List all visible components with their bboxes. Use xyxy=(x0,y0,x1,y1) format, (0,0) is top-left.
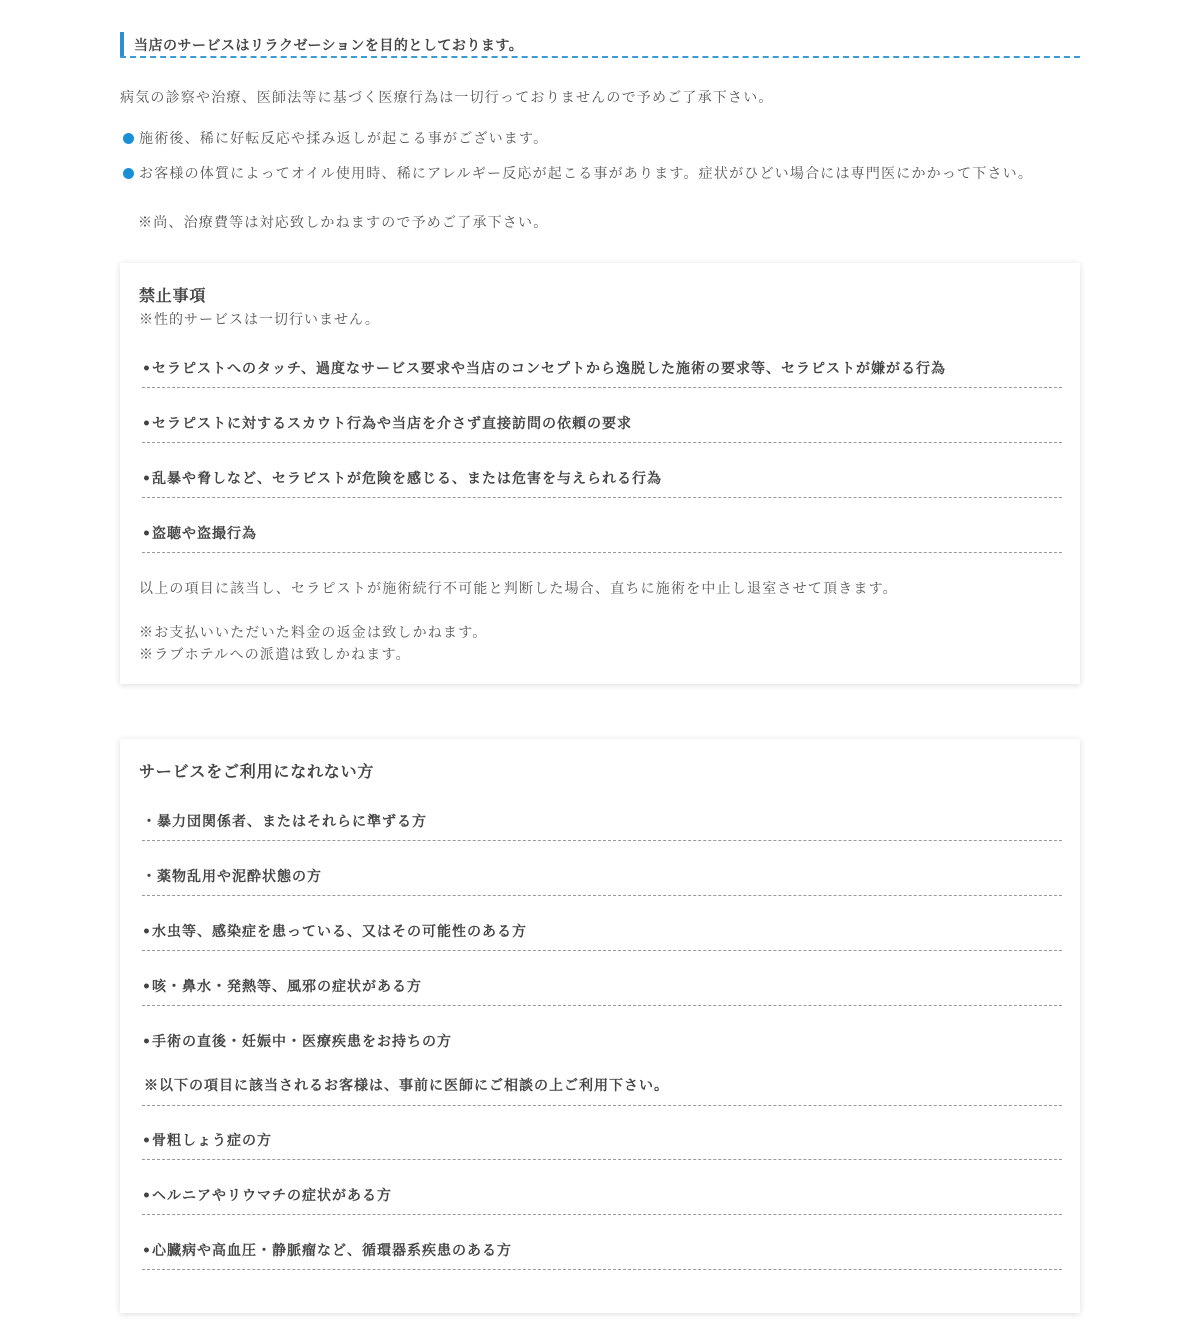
section-heading xyxy=(120,32,1080,58)
prohibited-item xyxy=(142,358,1062,388)
ineligible-item xyxy=(142,866,1062,896)
consult-note: ※以下の項目に該当されるお客様は、事前に医師にご相談の上ご利用下さい。 xyxy=(144,1078,669,1094)
ineligible-card xyxy=(120,739,1080,1313)
ineligible-item xyxy=(142,921,1062,951)
prohibited-item-text: •盗聴や盗撮行為 xyxy=(142,526,257,542)
dispatch-note: ※ラブホテルへの派遣は致しかねます。 xyxy=(139,647,411,663)
heading-accent-bar xyxy=(120,32,124,56)
consult-item xyxy=(142,1240,1062,1270)
consult-item-text: •ヘルニアやリウマチの症状がある方 xyxy=(142,1188,392,1204)
ineligible-item-text: ・暴力団関係者、またはそれらに準ずる方 xyxy=(142,814,427,830)
consult-item xyxy=(142,1185,1062,1215)
intro-text: 病気の診察や治療、医師法等に基づく医療行為は一切行っておりませんので予めご了承下さい。 xyxy=(120,90,774,106)
treatment-fee-note: ※尚、治療費等は対応致しかねますので予めご了承下さい。 xyxy=(138,215,549,231)
prohibited-subtitle: ※性的サービスは一切行いません。 xyxy=(139,312,380,328)
consult-item-text: •骨粗しょう症の方 xyxy=(142,1133,272,1149)
prohibited-item xyxy=(142,468,1062,498)
bullet-dot-icon xyxy=(123,168,134,179)
ineligible-item xyxy=(142,811,1062,841)
bullet-text: お客様の体質によってオイル使用時、稀にアレルギー反応が起こる事があります。症状がひどい場合には専門医にかかって下さい。 xyxy=(139,166,1034,182)
ineligible-item-text: •手術の直後・妊娠中・医療疾患をお持ちの方 xyxy=(142,1034,452,1050)
ineligible-title: サービスをご利用になれない方 xyxy=(139,762,375,781)
ineligible-item xyxy=(142,976,1062,1006)
prohibited-card xyxy=(120,263,1080,684)
consult-item xyxy=(142,1130,1062,1160)
list-item xyxy=(123,128,548,148)
prohibited-title: 禁止事項 xyxy=(139,286,207,305)
prohibited-item-text: •乱暴や脅しなど、セラピストが危険を感じる、または危害を与えられる行為 xyxy=(142,471,662,487)
bullet-dot-icon xyxy=(123,133,134,144)
prohibited-item-text: •セラピストへのタッチ、過度なサービス要求や当店のコンセプトから逸脱した施術の要求等、セラピストが嫌がる行為 xyxy=(142,361,946,377)
bullet-text: 施術後、稀に好転反応や揉み返しが起こる事がございます。 xyxy=(139,131,549,147)
divider xyxy=(142,1105,1062,1106)
prohibited-item-text: •セラピストに対するスカウト行為や当店を介さず直接訪問の依頼の要求 xyxy=(142,416,632,432)
consequence-text: 以上の項目に該当し、セラピストが施術続行不可能と判断した場合、直ちに施術を中止し退室させて頂きます。 xyxy=(139,581,898,597)
prohibited-item xyxy=(142,523,1062,553)
prohibited-item xyxy=(142,413,1062,443)
consult-item-text: •心臓病や高血圧・静脈瘤など、循環器系疾患のある方 xyxy=(142,1243,512,1259)
ineligible-item-text: •水虫等、感染症を患っている、又はその可能性のある方 xyxy=(142,924,527,940)
list-item xyxy=(123,163,1033,183)
ineligible-item-text: •咳・鼻水・発熱等、風邪の症状がある方 xyxy=(142,979,422,995)
refund-note: ※お支払いいただいた料金の返金は致しかねます。 xyxy=(139,625,488,641)
ineligible-item-text: ・薬物乱用や泥酔状態の方 xyxy=(142,869,322,885)
heading-text: 当店のサービスはリラクゼーションを目的としております。 xyxy=(134,38,524,54)
